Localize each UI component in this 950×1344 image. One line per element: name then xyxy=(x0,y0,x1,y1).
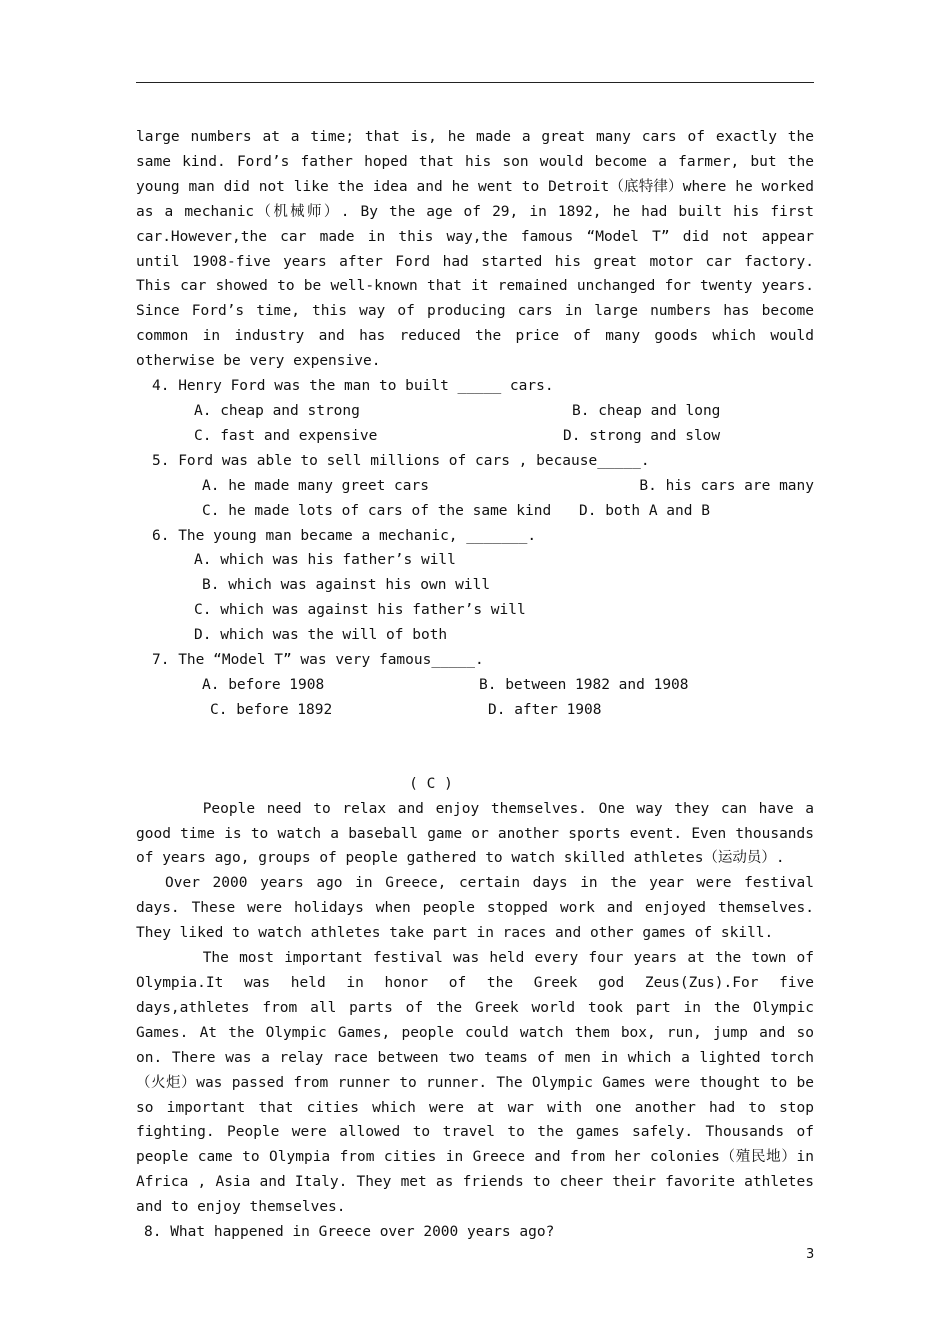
question-4-options-row-1 xyxy=(136,399,814,424)
question-4-option-c: C. fast and expensive xyxy=(194,427,378,444)
question-6-option-a: A. which was his father’s will xyxy=(194,552,456,569)
question-7-option-c: C. before 1892 xyxy=(210,701,333,718)
question-7-option-d: D. after 1908 xyxy=(488,701,602,718)
question-6-option-b: B. which was against his own will xyxy=(202,577,491,594)
question-4-stem: 4. Henry Ford was the man to built _____ cars. xyxy=(152,378,554,395)
question-5-option-c: C. he made lots of cars of the same kind xyxy=(202,502,552,519)
document-body xyxy=(136,125,814,1245)
question-4-options-row-2 xyxy=(136,424,814,449)
question-7-stem: 7. The “Model T” was very famous_____. xyxy=(152,652,484,669)
question-7-option-a: A. before 1908 xyxy=(202,676,325,693)
question-5-option-b: B. his cars are many xyxy=(639,477,814,494)
question-7-option-b: B. between 1982 and 1908 xyxy=(479,676,689,693)
question-7-options-row-1 xyxy=(136,673,814,698)
question-6-stem: 6. The young man became a mechanic, _______. xyxy=(152,527,537,544)
question-8-stem: 8. What happened in Greece over 2000 years ago? xyxy=(144,1224,555,1241)
header-rule xyxy=(136,82,814,83)
page-number: 3 xyxy=(806,1247,815,1262)
question-4-option-d: D. strong and slow xyxy=(563,427,721,444)
question-5-option-a: A. he made many greet cars xyxy=(202,477,429,494)
question-6-option-c: C. which was against his father’s will xyxy=(194,602,526,619)
question-4-option-b: B. cheap and long xyxy=(572,402,721,419)
section-c-heading: ( C ) xyxy=(409,775,453,792)
section-c-paragraph-2: Over 2000 years ago in Greece, certain days in the year were festival days. These were holidays when people stopped work and enjoyed themselves. They liked to watch athletes take part in races and other games of skill. xyxy=(136,875,814,942)
question-5-options-row-2 xyxy=(136,499,814,524)
question-5-option-d: D. both A and B xyxy=(579,502,710,519)
question-6-option-d: D. which was the will of both xyxy=(194,627,448,644)
question-5-options-row-1 xyxy=(136,474,814,499)
passage-b-text: large numbers at a time; that is, he made a great many cars of exactly the same kind. Ford’s father hoped that his son would become a farmer, but the young man did not like the idea and he went to Detroit（底特律）where he worked as a mechanic（机械师）. By the age of 29, in 1892, he had built his first car.However,the car made in this way,the famous “Model T” did not appear until 1908-five years after Ford had started his great motor car factory. This car showed to be well-known that it remained unchanged for twenty years. Since Ford’s time, this way of producing cars in large numbers has become common in industry and has reduced the price of many goods which would otherwise be very expensive. xyxy=(136,129,814,370)
section-c-paragraph-3: The most important festival was held every four years at the town of Olympia.It was held in honor of the Greek god Zeus(Zus).For five days,athletes from all parts of the Greek world took part in the Olympic Games. At the Olympic Games, people could watch them box, run, jump and so on. There was a relay race between two teams of men in which a lighted torch（火炬）was passed from runner to runner. The Olympic Games were thought to be so important that cities which were at war with one another had to stop fighting. People were allowed to travel to the games safely. Thousands of people came to Olympia from cities in Greece and from her colonies（殖民地）in Africa , Asia and Italy. They met as friends to cheer their favorite athletes and to enjoy themselves. xyxy=(136,950,814,1216)
question-7-options-row-2 xyxy=(136,698,814,723)
question-5-stem: 5. Ford was able to sell millions of cars , because_____. xyxy=(152,452,650,469)
question-4-option-a: A. cheap and strong xyxy=(194,402,360,419)
section-c-paragraph-1: People need to relax and enjoy themselves. One way they can have a good time is to watch a baseball game or another sports event. Even thousands of years ago, groups of people gathered to watch skilled athletes（运动员）. xyxy=(136,800,814,867)
